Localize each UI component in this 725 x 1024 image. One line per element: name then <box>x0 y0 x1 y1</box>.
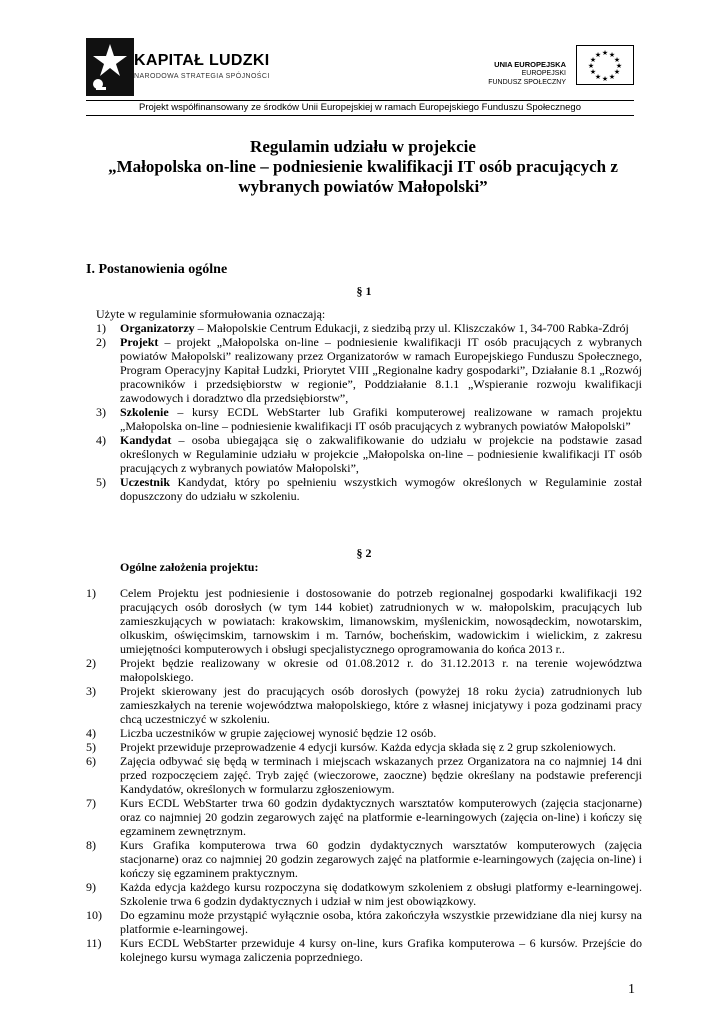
item-number: 3) <box>96 405 106 419</box>
item-number: 7) <box>86 796 96 810</box>
cofinance-note: Projekt współfinansowany ze środków Unii Europejskiej w ramach Europejskiego Funduszu Społecznego <box>139 102 581 113</box>
definition-text: – kursy ECDL WebStarter lub Grafiki komputerowej realizowane w ramach projektu „Małopolska on-line – podniesienie kwalifikacji IT osób pracujących z wybranych powiatów Małopolski” <box>120 405 642 433</box>
list-item <box>86 684 642 726</box>
list-item <box>86 936 642 964</box>
item-number: 5) <box>96 475 106 489</box>
definition-text: – projekt „Małopolska on-line – podniesienie kwalifikacji IT osób pracujących z wybranych powiatów Małopolski” realizowany przez Organizatorów w ramach Europejskiego Funduszu Społecznego, Program Operacyjny Kapitał Ludzki, Priorytet VIII „Regionalne kadry gospodarki”, Działanie 8.1 „Rozwój pracowników i przedsiębiorstw w regionie”, Poddziałanie 8.1.1 „Wspieranie rozwoju kwalifikacji zawodowych i doradztwo dla przedsiębiorstw”, <box>120 335 642 405</box>
definition-item <box>96 475 642 503</box>
definition-item <box>96 335 642 405</box>
header-rule-bottom <box>86 115 634 116</box>
item-text: Celem Projektu jest podniesienie i dostosowanie do potrzeb regionalnej gospodarki kwalifikacji 192 pracujących osób dorosłych (w tym 144 kobiet) zatrudnionych w w. małopolskim, pracujących lub zamieszkujących w powiatach: krakowskim, limanowskim, myślenickim, nowosądeckim, nowotarskim, olkuskim, oświęcimskim, tarnowskim i m. Tarnów, bocheńskim, wadowickim i wielickim, z zakresu umiejętności komputerowych i obsługi specjalistycznego oprogramowania do końca 2013 r.. <box>120 586 642 656</box>
list-item <box>86 908 642 936</box>
list-item <box>86 586 642 656</box>
paragraph-mark-2: § 2 <box>356 546 372 560</box>
definition-text: – osoba ubiegająca się o zakwalifikowanie do udziału w projekcie na podstawie zasad określonych w Regulaminie udziału w projekcie „Małopolska on-line – podniesienie kwalifikacji IT osób pracujących z wybranych powiatów Małopolski”, <box>120 433 642 475</box>
subsection-heading: Ogólne założenia projektu: <box>120 560 259 574</box>
assumptions-list <box>86 586 642 964</box>
eu-line-1: UNIA EUROPEJSKA <box>494 60 566 69</box>
definition-term: Szkolenie <box>120 405 169 419</box>
definition-text: – Małopolskie Centrum Edukacji, z siedzibą przy ul. Kliszczaków 1, 34-700 Rabka-Zdrój <box>194 321 629 335</box>
list-item <box>86 726 642 740</box>
item-text: Kurs Grafika komputerowa trwa 60 godzin dydaktycznych warsztatów komputerowych (zajęcia stacjonarne) oraz co najmniej 20 godzin zegarowych zajęć na platformie e-learningowych (zajęcia on-line) i kończy się egzaminem praktycznym. <box>120 838 642 880</box>
definitions-intro: Użyte w regulaminie sformułowania oznaczają: <box>96 307 326 321</box>
eu-flag-icon <box>576 45 634 85</box>
paragraph-mark-1: § 1 <box>356 284 372 298</box>
item-number: 1) <box>86 586 96 600</box>
svg-text:★: ★ <box>608 73 616 81</box>
svg-text:★: ★ <box>589 68 597 76</box>
svg-text:★: ★ <box>613 56 621 64</box>
list-item <box>86 838 642 880</box>
item-number: 3) <box>86 684 96 698</box>
title-line-1: Regulamin udziału w projekcie <box>250 137 476 156</box>
svg-text:★: ★ <box>589 56 597 64</box>
list-item <box>86 754 642 796</box>
item-number: 11) <box>86 936 102 950</box>
item-number: 6) <box>86 754 96 768</box>
svg-text:★: ★ <box>601 75 609 83</box>
item-text: Liczba uczestników w grupie zajęciowej wynosić będzie 12 osób. <box>120 726 437 740</box>
definition-term: Kandydat <box>120 433 172 447</box>
svg-text:★: ★ <box>594 73 602 81</box>
document-title <box>86 137 640 197</box>
eu-label <box>472 60 566 87</box>
eu-line-2: EUROPEJSKI <box>521 70 566 77</box>
header-rule-top <box>86 100 634 101</box>
logo-subtitle: NARODOWA STRATEGIA SPÓJNOŚCI <box>134 73 270 80</box>
item-number: 9) <box>86 880 96 894</box>
item-number: 10) <box>86 908 102 922</box>
item-number: 8) <box>86 838 96 852</box>
svg-text:★: ★ <box>615 62 623 70</box>
list-item <box>86 796 642 838</box>
definition-item <box>96 321 642 335</box>
svg-text:★: ★ <box>594 51 602 59</box>
list-item <box>86 656 642 684</box>
definition-item <box>96 433 642 475</box>
svg-text:★: ★ <box>587 62 595 70</box>
item-number: 2) <box>96 335 106 349</box>
item-text: Zajęcia odbywać się będą w terminach i miejscach wskazanych przez Organizatora na co najmniej 14 dni przed rozpoczęciem zajęć. Tryb zajęć (wieczorowe, zaoczne) będzie określany na podstawie preferencji Kandydatów, określonych w formularzu zgłoszeniowym. <box>120 754 642 796</box>
item-text: Do egzaminu może przystąpić wyłącznie osoba, która zakończyła wszystkie przewidziane dla niej kursy na platformie e-learningowej. <box>120 908 642 936</box>
item-text: Kurs ECDL WebStarter przewiduje 4 kursy on-line, kurs Grafika komputerowa – 6 kursów. Przejście do kolejnego kursu wymaga zaliczenia poprzedniego. <box>120 936 642 964</box>
svg-text:★: ★ <box>613 68 621 76</box>
title-line-2: „Małopolska on-line – podniesienie kwalifikacji IT osób pracujących z <box>108 157 618 176</box>
definition-term: Projekt <box>120 335 159 349</box>
item-text: Każda edycja każdego kursu rozpoczyna się dodatkowym szkoleniem z obsługi platformy e-learningowej. Szkolenie trwa 6 godzin dydaktycznych i udział w nim jest obowiązkowy. <box>120 880 642 908</box>
logo-title: KAPITAŁ LUDZKI <box>134 52 270 69</box>
page-number: 1 <box>628 982 635 997</box>
definition-item <box>96 405 642 433</box>
section-heading: I. Postanowienia ogólne <box>86 262 228 277</box>
item-text: Projekt skierowany jest do pracujących osób dorosłych (powyżej 18 roku życia) zatrudnionych lub zamieszkałych na terenie województwa małopolskiego, które z własnej inicjatywy i poza godzinami pracy chcą uczestniczyć w szkoleniu. <box>120 684 642 726</box>
list-item <box>86 740 642 754</box>
item-number: 4) <box>96 433 106 447</box>
item-number: 2) <box>86 656 96 670</box>
svg-text:★: ★ <box>608 51 616 59</box>
item-number: 1) <box>96 321 106 335</box>
eu-line-3: FUNDUSZ SPOŁECZNY <box>488 79 566 86</box>
title-line-3: wybranych powiatów Małopolski” <box>238 177 488 196</box>
item-number: 4) <box>86 726 96 740</box>
definitions-list <box>96 321 642 503</box>
item-number: 5) <box>86 740 96 754</box>
kapital-ludzki-emblem-icon <box>86 38 134 96</box>
item-text: Kurs ECDL WebStarter trwa 60 godzin dydaktycznych warsztatów komputerowych (zajęcia stacjonarne) oraz co najmniej 20 godzin zegarowych zajęć na platformie e-learningowych (zajęcia on-line) i kończy się egzaminem zewnętrznym. <box>120 796 642 838</box>
svg-text:★: ★ <box>601 49 609 57</box>
definition-term: Organizatorzy <box>120 321 195 335</box>
item-text: Projekt przewiduje przeprowadzenie 4 edycji kursów. Każda edycja składa się z 2 grup szkoleniowych. <box>120 740 617 754</box>
list-item <box>86 880 642 908</box>
item-text: Projekt będzie realizowany w okresie od 01.08.2012 r. do 31.12.2013 r. na terenie województwa małopolskiego. <box>120 656 642 684</box>
definition-term: Uczestnik <box>120 475 170 489</box>
definition-text: Kandydat, który po spełnieniu wszystkich wymogów określonych w Regulaminie został dopuszczony do udziału w szkoleniu. <box>120 475 642 503</box>
